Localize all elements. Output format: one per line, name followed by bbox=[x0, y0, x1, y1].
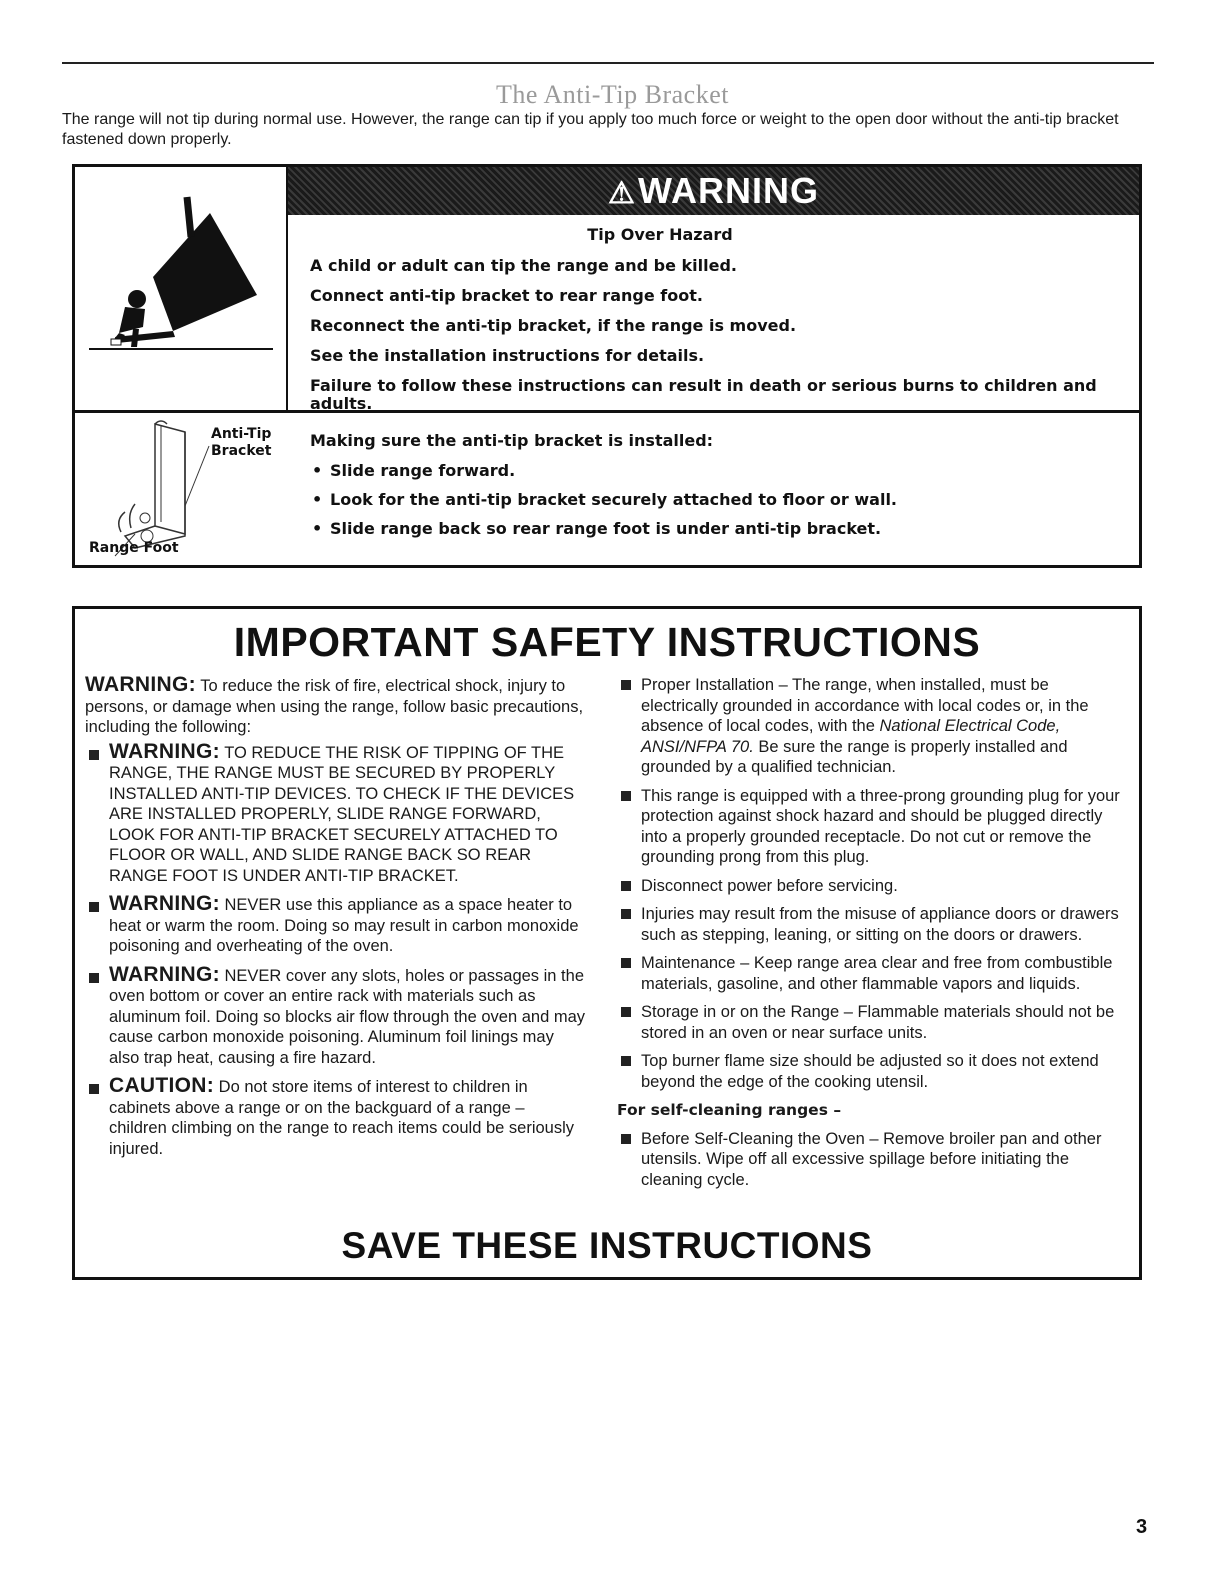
square-bullet-icon bbox=[89, 750, 99, 760]
right-list-item bbox=[617, 675, 1127, 778]
square-bullet-icon bbox=[621, 1007, 631, 1017]
right-list-item bbox=[617, 876, 1127, 897]
anti-tip-label-line2: Bracket bbox=[211, 443, 272, 459]
warning-line: Connect anti-tip bracket to rear range foot. bbox=[310, 286, 703, 305]
warning-triangle-icon: ⚠ bbox=[608, 177, 636, 210]
warning-box bbox=[72, 164, 1142, 568]
intro-paragraph: The range will not tip during normal use. However, the range can tip if you apply too much force or weight to the open door without the anti-tip bracket fastened down properly. bbox=[62, 111, 1119, 148]
square-bullet-icon bbox=[621, 680, 631, 690]
save-instructions-footer: SAVE THESE INSTRUCTIONS bbox=[341, 1225, 873, 1266]
left-list-item bbox=[85, 739, 585, 887]
item-text-italic: National Electrical Code, ANSI/NFPA 70. bbox=[641, 717, 1061, 756]
square-bullet-icon bbox=[621, 791, 631, 801]
square-bullet-icon bbox=[621, 958, 631, 968]
item-text: This range is equipped with a three-prong grounding plug for your protection against shock hazard and should be plugged directly into a properly grounded receptacle. Do not cut or remove the grounding prong from this plug. bbox=[641, 786, 1120, 866]
warning-bottom-section bbox=[75, 416, 1139, 568]
safety-instructions-box bbox=[72, 606, 1142, 1280]
right-list-item bbox=[617, 1051, 1127, 1092]
item-text: Top burner flame size should be adjusted so it does not extend beyond the edge of the cooking utensil. bbox=[641, 1052, 1099, 1091]
item-text: NEVER use this appliance as a space heater to heat or warm the room. Doing so may result in carbon monoxide poisoning and overheating of the oven. bbox=[109, 896, 579, 955]
anti-tip-bracket-illustration bbox=[75, 416, 288, 568]
right-list-item bbox=[617, 786, 1127, 868]
tip-over-illustration bbox=[75, 167, 288, 413]
left-list-item bbox=[85, 1076, 585, 1159]
square-bullet-icon bbox=[621, 881, 631, 891]
top-rule bbox=[62, 62, 1154, 64]
bullet-dot: • bbox=[312, 461, 323, 480]
warning-line: Failure to follow these instructions can result in death or serious burns to children and adults. bbox=[310, 376, 1097, 413]
safety-title: IMPORTANT SAFETY INSTRUCTIONS bbox=[233, 619, 981, 665]
anti-tip-label-line1: Anti-Tip bbox=[211, 426, 272, 442]
item-text: Injuries may result from the misuse of appliance doors or drawers such as stepping, leaning, or sitting on the doors or drawers. bbox=[641, 905, 1119, 944]
item-text: TO REDUCE THE RISK OF TIPPING OF THE RANGE, THE RANGE MUST BE SECURED BY PROPERLY INSTALLED ANTI-TIP DEVICES. TO CHECK IF THE DEVICES ARE INSTALLED PROPERLY, SLIDE RANGE FORWARD, LOOK FOR ANTI-TIP BRACKET SECURELY ATTACHED TO FLOOR OR WALL, AND SLIDE RANGE BACK SO REAR RANGE FOOT IS UNDER ANTI-TIP BRACKET. bbox=[109, 743, 575, 885]
warning-lines bbox=[310, 225, 1130, 425]
warning-line: A child or adult can tip the range and be killed. bbox=[310, 256, 737, 275]
bracket-step-text: Look for the anti-tip bracket securely attached to floor or wall. bbox=[330, 490, 897, 509]
square-bullet-icon bbox=[621, 909, 631, 919]
bracket-step bbox=[310, 519, 1130, 538]
bracket-heading: Making sure the anti-tip bracket is installed: bbox=[310, 431, 714, 450]
bracket-step-text: Slide range back so rear range foot is under anti-tip bracket. bbox=[330, 519, 882, 538]
square-bullet-icon bbox=[89, 902, 99, 912]
range-foot-label: Range Foot bbox=[89, 540, 179, 556]
item-text: Be sure the range is properly installed and grounded by a qualified technician. bbox=[641, 737, 1068, 776]
left-list-item bbox=[85, 962, 585, 1069]
right-list-item bbox=[617, 904, 1127, 945]
right-list-item bbox=[617, 1129, 1127, 1191]
item-text: NEVER cover any slots, holes or passages in the oven bottom or cover an entire rack with materials such as aluminum foil. Doing so blocks air flow through the oven and may cause carbon monoxide poisoning. Aluminum foil linings may also trap heat, causing a fire hazard. bbox=[109, 966, 585, 1067]
safety-right-column bbox=[617, 675, 1127, 1198]
bracket-instructions bbox=[310, 431, 1130, 548]
bullet-dot: • bbox=[312, 519, 323, 538]
square-bullet-icon bbox=[89, 1084, 99, 1094]
safety-left-column bbox=[85, 675, 585, 1167]
warning-header-text: WARNING bbox=[637, 170, 819, 211]
tipping-range-icon bbox=[75, 167, 285, 411]
self-cleaning-heading: For self-cleaning ranges – bbox=[617, 1101, 842, 1119]
item-label: WARNING: bbox=[109, 962, 220, 986]
hazard-title: Tip Over Hazard bbox=[587, 225, 733, 244]
square-bullet-icon bbox=[621, 1056, 631, 1066]
section-title: The Anti-Tip Bracket bbox=[496, 80, 729, 109]
item-text: Maintenance – Keep range area clear and free from combustible materials, gasoline, and other flammable vapors and liquids. bbox=[641, 954, 1113, 993]
item-text: Disconnect power before servicing. bbox=[641, 876, 898, 895]
intro-warning-text: To reduce the risk of fire, electrical shock, injury to persons, or damage when using the range, follow basic precautions, including the following: bbox=[85, 677, 584, 736]
item-label: CAUTION: bbox=[109, 1074, 215, 1097]
warning-line: Reconnect the anti-tip bracket, if the range is moved. bbox=[310, 316, 797, 335]
right-list-item bbox=[617, 1002, 1127, 1043]
item-label: WARNING: bbox=[109, 892, 220, 915]
page-number: 3 bbox=[1136, 1516, 1148, 1538]
bullet-dot: • bbox=[312, 490, 323, 509]
warning-header bbox=[288, 167, 1139, 215]
square-bullet-icon bbox=[89, 973, 99, 983]
warning-line: See the installation instructions for details. bbox=[310, 346, 705, 365]
warning-top-section bbox=[75, 167, 1139, 413]
square-bullet-icon bbox=[621, 1134, 631, 1144]
item-text: Storage in or on the Range – Flammable materials should not be stored in an oven or near surface units. bbox=[641, 1003, 1115, 1042]
safety-intro bbox=[85, 675, 585, 738]
item-label: WARNING: bbox=[109, 739, 220, 763]
item-text: Do not store items of interest to children in cabinets above a range or on the backguard of a range – children climbing on the range to reach items could be seriously injured. bbox=[109, 1078, 574, 1158]
item-text: Proper Installation – The range, when installed, must be electrically grounded in accordance with local codes or, in the absence of local codes, with the bbox=[641, 676, 1089, 735]
bracket-step bbox=[310, 461, 1130, 480]
right-list-item bbox=[617, 953, 1127, 994]
bracket-step bbox=[310, 490, 1130, 509]
item-text: Before Self-Cleaning the Oven – Remove broiler pan and other utensils. Wipe off all excessive spillage before initiating the cleaning cycle. bbox=[641, 1129, 1102, 1189]
left-list-item bbox=[85, 894, 585, 957]
bracket-step-text: Slide range forward. bbox=[330, 461, 516, 480]
intro-warning-label: WARNING: bbox=[85, 673, 196, 696]
